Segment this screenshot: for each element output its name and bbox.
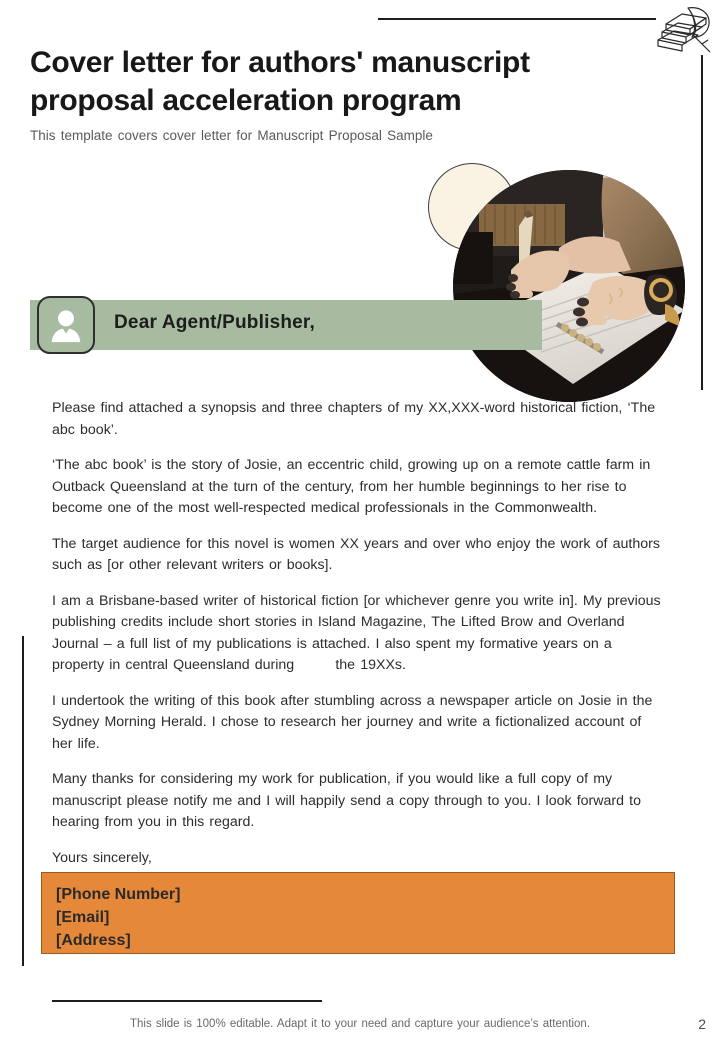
contact-phone: [Phone Number] — [56, 886, 181, 903]
letter-paragraph: ‘The abc book’ is the story of Josie, an eccentric child, growing up on a remote cattle farm in Outback Queensland at the turn of the century, from her humble beginnings to her rise to become one of the most well-respected medical professionals in the Commonwealth. — [52, 457, 651, 516]
person-icon — [37, 296, 95, 354]
letter-paragraph: The target audience for this novel is women XX years and over who enjoy the work of authors such as [or other relevant writers or books]. — [52, 535, 660, 573]
letter-paragraph-tail: the 19XXs. — [335, 657, 406, 673]
letter-paragraph: Many thanks for considering my work for publication, if you would like a full copy of my manuscript please notify me and I will happily send a copy through to you. I look forward to hearing from you in this regard. — [52, 771, 641, 830]
signoff-line-1: Yours sincerely, — [52, 849, 152, 866]
quill-and-books-icon — [652, 4, 716, 66]
letter-paragraph — [52, 591, 666, 677]
letter-paragraph-gap — [294, 657, 335, 673]
right-vertical-rule — [701, 55, 703, 390]
letter-paragraph: Please find attached a synopsis and three chapters of my XX,XXX-word historical fiction, ‘The abc book’. — [52, 400, 656, 438]
page-title: Cover letter for authors' manuscript proposal acceleration program — [30, 46, 530, 117]
top-divider-rule — [378, 18, 656, 20]
letter-paragraph-main: I am a Brisbane-based writer of historical fiction [or whichever genre you write in]. My previous publishing credits include short stories in Island Magazine, The Lifted Brow and Overland Journal – a full list of my publications is attached. I also spent my formative years on a property in central Queensland during — [52, 592, 661, 673]
left-vertical-rule — [22, 636, 24, 966]
letter-paragraph: I undertook the writing of this book after stumbling across a newspaper article on Josie in the Sydney Morning Herald. I chose to research her journey and write a fictionalized account of her life. — [52, 692, 653, 752]
footer-note: This slide is 100% editable. Adapt it to your need and capture your audience’s attention. — [129, 1018, 591, 1030]
page-subtitle: This template covers cover letter for Manuscript Proposal Sample — [30, 128, 433, 143]
writing-photo — [453, 170, 685, 402]
page-number: 2 — [698, 1016, 706, 1032]
contact-email: [Email] — [56, 909, 110, 926]
letter-body — [52, 398, 666, 891]
greeting-text: Dear Agent/Publisher, — [114, 312, 315, 333]
contact-details-box — [41, 872, 675, 954]
footer-divider-rule — [52, 1000, 322, 1002]
contact-address: [Address] — [56, 932, 131, 949]
